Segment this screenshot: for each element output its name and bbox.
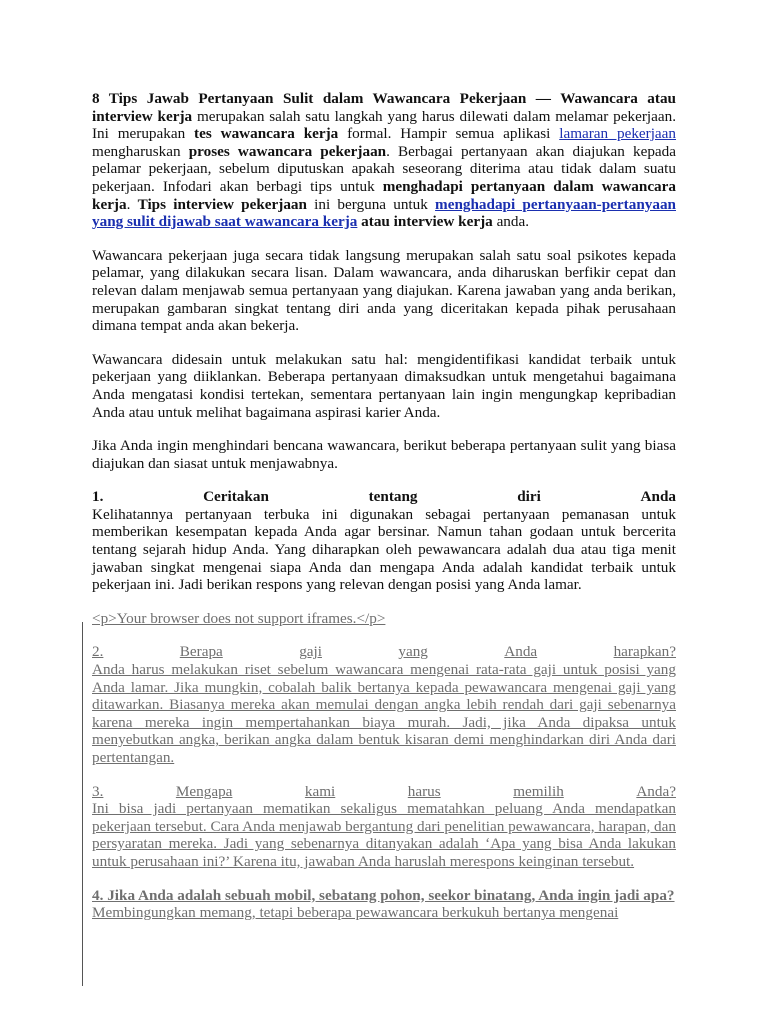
- link-menghadapi-pertanyaan[interactable]: menghadapi pertanyaan-pertanyaan yang sulit dijawab saat wawancara kerja: [92, 195, 676, 231]
- tip-1-heading: 1. Ceritakan tentang diri Anda: [92, 488, 676, 506]
- intro-paragraph: 8 Tips Jawab Pertanyaan Sulit dalam Wawancara Pekerjaan — Wawancara atau interview kerja merupakan salah satu langkah yang harus dilewati dalam melamar pekerjaan. Ini merupakan tes wawancara kerja formal. Hampir semua aplikasi lamaran pekerjaan mengharuskan proses wawancara pekerjaan. Berbagai pertanyaan akan diajukan kepada pelamar pekerjaan, sebelum diputuskan apakah seseorang diterima atau tidak dalam suatu pekerjaan. Infodari akan berbagi tips untuk menghadapi pertanyaan dalam wawancara kerja. Tips interview pekerjaan ini berguna untuk menghadapi pertanyaan-pertanyaan yang sulit dijawab saat wawancara kerja atau interview kerja anda.: [92, 90, 677, 231]
- iframe-notice: <p>Your browser does not support iframes.</p>: [92, 609, 386, 627]
- tip-2: [92, 643, 676, 766]
- tip-4-heading: 4. Jika Anda adalah sebuah mobil, sebatang pohon, seekor binatang, Anda ingin jadi apa?: [92, 886, 675, 904]
- tip-4: [92, 887, 676, 922]
- article-title: 8 Tips Jawab Pertanyaan Sulit dalam Wawancara Pekerjaan: [92, 90, 527, 107]
- tip-4-body: Membingungkan memang, tetapi beberapa pewawancara berkukuh bertanya mengenai: [92, 904, 619, 922]
- link-lamaran-pekerjaan[interactable]: lamaran pekerjaan: [559, 125, 677, 143]
- tip-3-body: Ini bisa jadi pertanyaan mematikan sekaligus mematahkan peluang Anda mendapatkan pekerjaan tersebut. Cara Anda menjawab bergantung dari penelitian pewawancara, harapan, dan persyaratan mereka. Jadi yang sebenarnya ditanyakan adalah ‘Apa yang bisa Anda lakukan untuk perusahaan ini?’ Karena itu, jawaban Anda haruslah merespons keinginan tersebut.: [92, 800, 676, 870]
- left-margin-bar: [82, 622, 83, 986]
- tip-2-body: Anda harus melakukan riset sebelum wawancara mengenai rata-rata gaji untuk posisi yang Anda lamar. Jika mungkin, cobalah balik bertanya kepada pewawancara mengenai gaji yang ditawarkan. Biasanya mereka akan memulai dengan angka lebih rendah dari gaji sebenarnya karena mereka ingin mempertahankan biaya murah. Jadi, jika Anda dipaksa untuk menyebutkan angka, berikan angka dalam bentuk kisaran demi menghindarkan diri Anda dari pertentangan.: [92, 661, 676, 766]
- paragraph-desain: Wawancara didesain untuk melakukan satu hal: mengidentifikasi kandidat terbaik untuk pekerjaan yang diiklankan. Beberapa pertanyaan dimaksudkan untuk mengetahui bagaimana Anda mengatasi kondisi tertekan, sementara pertanyaan lain ingin mengungkap kepribadian Anda atau untuk melihat bagaimana aspirasi karier Anda.: [92, 350, 676, 421]
- tip-3-heading: 3. Mengapa kami harus memilih Anda?: [92, 782, 676, 800]
- paragraph-bencana: Jika Anda ingin menghindari bencana wawancara, berikut beberapa pertanyaan sulit yang biasa diajukan dan siasat untuk menjawabnya.: [92, 437, 676, 472]
- tip-1: [92, 488, 676, 594]
- tip-3: [92, 783, 676, 871]
- tip-2-heading: 2. Berapa gaji yang Anda harapkan?: [92, 643, 676, 661]
- paragraph-psikotes: Wawancara pekerjaan juga secara tidak langsung merupakan salah satu soal psikotes kepada pelamar, yang dilakukan secara lisan. Dalam wawancara, anda diharuskan berfikir cepat dan relevan dalam menjawab semua pertanyaan yang diajukan. Karena jawaban yang anda berikan, merupakan gambaran singkat tentang diri anda yang diceritakan kepada pihak perusahaan dimana tempat anda akan bekerja.: [92, 246, 676, 335]
- deleted-section: [92, 610, 676, 922]
- document-page: [92, 90, 676, 922]
- tip-1-body: Kelihatannya pertanyaan terbuka ini digunakan sebagai pertanyaan pemanasan untuk memberikan kesempatan kepada Anda agar bersinar. Namun tahan godaan untuk bercerita tentang sejarah hidup Anda. Yang diharapkan oleh pewawancara adalah dua atau tiga menit jawaban singkat mengenai siapa Anda dan mengapa Anda adalah kandidat terbaik untuk pekerjaan ini. Jadi berikan respons yang relevan dengan posisi yang Anda lamar.: [92, 505, 676, 594]
